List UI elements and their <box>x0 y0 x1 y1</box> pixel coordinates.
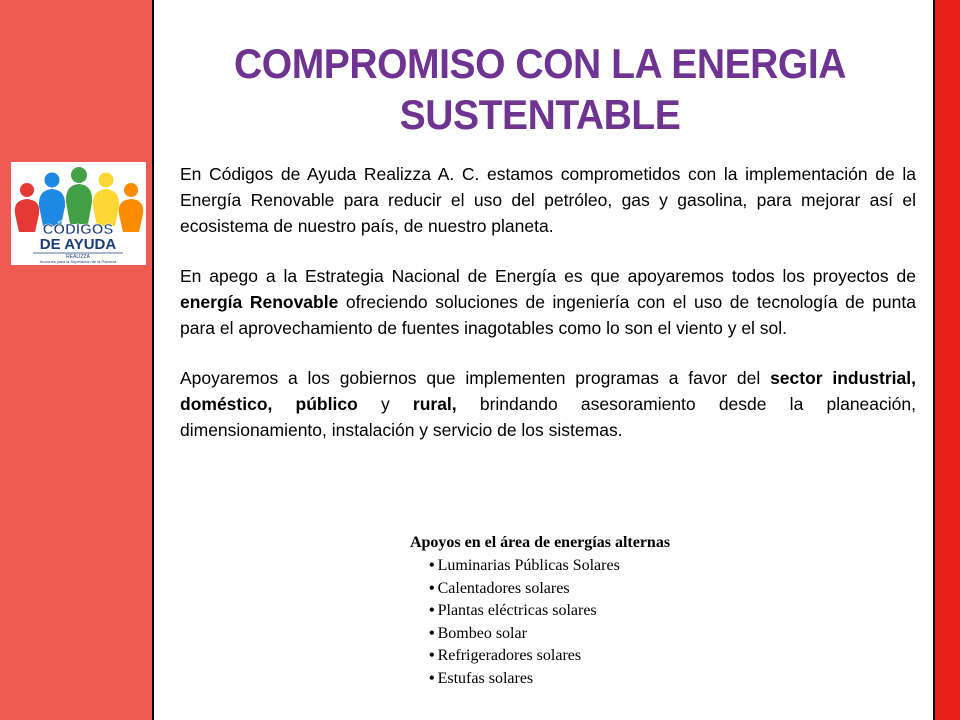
paragraph-3-part-a: Apoyaremos a los gobiernos que implementen programas a favor del <box>180 368 771 388</box>
alternative-energy-list-title: Apoyos en el área de energías alternas <box>409 534 671 551</box>
paragraph-3 <box>180 365 916 443</box>
logo-tagline: Acciones para la Superación de la Pobreza <box>39 259 117 264</box>
paragraph-1: En Códigos de Ayuda Realizza A. C. estamos comprometidos con la implementación de la Energía Renovable para reducir el uso del petróleo, gas y gasolina, para mejorar así el ecosistema de nuestro país, de nuestro planeta. <box>180 164 916 236</box>
paragraph-3-part-c: y <box>357 394 413 414</box>
title-line-1: COMPROMISO CON LA ENERGIA <box>234 40 846 87</box>
paragraph-2-part-c: ofreciendo soluciones de ingeniería con el uso de tecnología de punta para el aprovechamiento de fuentes inagotables como lo son el viento y el sol. <box>180 292 916 338</box>
logo-graphic <box>11 162 146 265</box>
left-decorative-band <box>0 0 154 720</box>
logo-line2: DE AYUDA <box>39 236 117 253</box>
body-text <box>180 161 916 467</box>
alternative-energy-list <box>429 555 620 690</box>
paragraph-2-part-a: En apego a la Estrategia Nacional de Energía es que apoyaremos todos los proyectos de <box>180 266 916 286</box>
list-item: • Plantas eléctricas solares <box>429 600 620 623</box>
logo-line1: CÓDIGOS <box>42 221 114 238</box>
title-line-2: SUSTENTABLE <box>399 91 681 138</box>
right-decorative-band <box>933 0 960 720</box>
list-item: • Luminarias Públicas Solares <box>429 555 620 578</box>
paragraph-3-bold-sectors: sector industrial, doméstico, público <box>180 368 916 414</box>
logo-sub: REALIZZA <box>66 254 90 260</box>
paragraph-3-bold-rural: rural, <box>412 394 457 414</box>
page-title <box>196 38 884 140</box>
list-item: • Estufas solares <box>429 668 620 691</box>
paragraph-3-part-e: brindando asesoramiento desde la planeación, dimensionamiento, instalación y servicio de los sistemas. <box>180 394 916 440</box>
codigos-de-ayuda-logo <box>11 162 146 265</box>
list-item: • Refrigeradores solares <box>429 645 620 668</box>
list-item: • Bombeo solar <box>429 623 620 646</box>
list-item: • Calentadores solares <box>429 578 620 601</box>
paragraph-2 <box>180 263 916 341</box>
paragraph-2-bold: energía Renovable <box>180 292 339 312</box>
